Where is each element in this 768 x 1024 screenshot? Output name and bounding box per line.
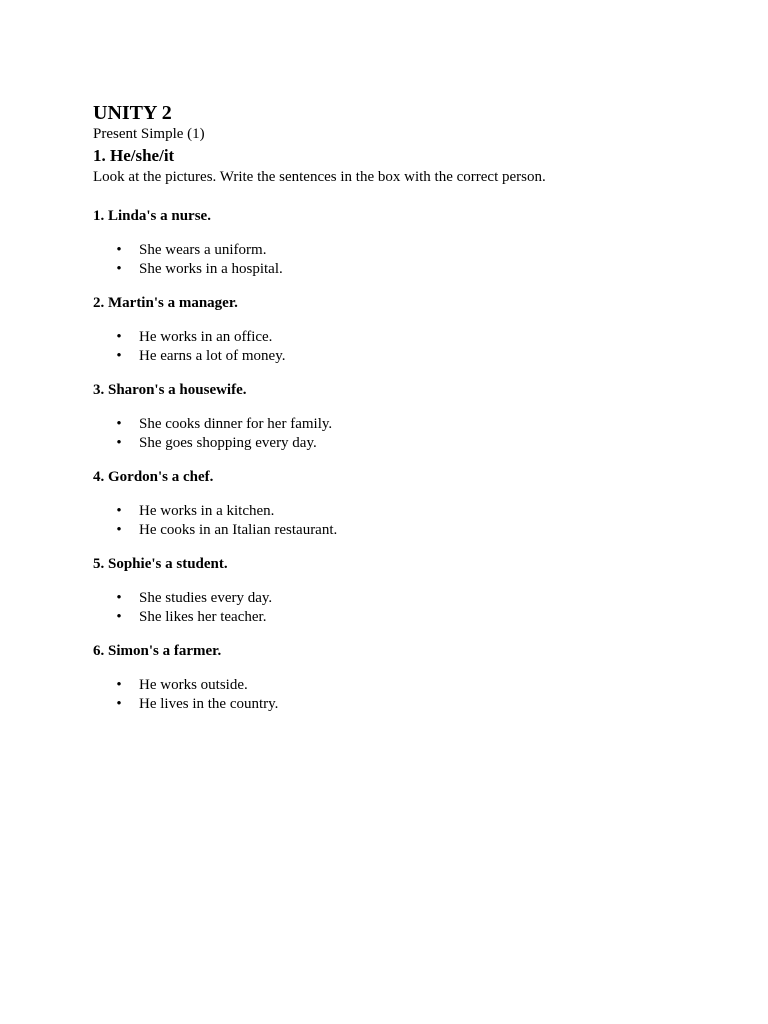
- list-item: [93, 695, 733, 714]
- list-item: [93, 589, 733, 608]
- exercise-item-simon: [93, 642, 733, 714]
- item-heading: 2. Martin's a manager.: [93, 295, 238, 311]
- list-item: [93, 241, 733, 260]
- sentence-text: She works in a hospital.: [139, 261, 283, 277]
- item-heading: 6. Simon's a farmer.: [93, 643, 222, 659]
- item-heading: 4. Gordon's a chef.: [93, 469, 214, 485]
- exercise-item-gordon: [93, 468, 733, 540]
- exercise-item-linda: [93, 207, 733, 279]
- section-heading: 1. He/she/it: [93, 146, 175, 165]
- sentence-text: He works in an office.: [139, 329, 273, 345]
- sentence-text: He works in a kitchen.: [139, 503, 275, 519]
- sentence-list: [93, 502, 733, 540]
- item-heading: 1. Linda's a nurse.: [93, 208, 211, 224]
- list-item: [93, 328, 733, 347]
- item-heading: 5. Sophie's a student.: [93, 556, 228, 572]
- exercise-item-sophie: [93, 555, 733, 627]
- sentence-list: [93, 415, 733, 453]
- list-item: [93, 608, 733, 627]
- sentence-text: She likes her teacher.: [139, 609, 267, 625]
- document-page: [93, 101, 733, 714]
- unit-title: UNITY 2: [93, 102, 172, 124]
- exercise-item-sharon: [93, 381, 733, 453]
- bullet-icon: •: [116, 261, 122, 277]
- bullet-icon: •: [116, 590, 122, 606]
- bullet-icon: •: [116, 609, 122, 625]
- list-item: [93, 260, 733, 279]
- bullet-icon: •: [116, 416, 122, 432]
- bullet-icon: •: [116, 696, 122, 712]
- list-item: [93, 415, 733, 434]
- list-item: [93, 434, 733, 453]
- bullet-icon: •: [116, 435, 122, 451]
- sentence-text: She goes shopping every day.: [139, 435, 317, 451]
- exercise-item-martin: [93, 294, 733, 366]
- bullet-icon: •: [116, 242, 122, 258]
- list-item: [93, 521, 733, 540]
- bullet-icon: •: [116, 677, 122, 693]
- sentence-text: He lives in the country.: [139, 696, 279, 712]
- list-item: [93, 347, 733, 366]
- sentence-text: She wears a uniform.: [139, 242, 267, 258]
- bullet-icon: •: [116, 522, 122, 538]
- bullet-icon: •: [116, 503, 122, 519]
- sentence-text: He earns a lot of money.: [139, 348, 286, 364]
- sentence-list: [93, 328, 733, 366]
- sentence-list: [93, 241, 733, 279]
- bullet-icon: •: [116, 329, 122, 345]
- sentence-text: She cooks dinner for her family.: [139, 416, 333, 432]
- sentence-text: He works outside.: [139, 677, 248, 693]
- lesson-subtitle: Present Simple (1): [93, 126, 205, 142]
- item-heading: 3. Sharon's a housewife.: [93, 382, 247, 398]
- sentence-text: He cooks in an Italian restaurant.: [139, 522, 338, 538]
- list-item: [93, 502, 733, 521]
- sentence-list: [93, 589, 733, 627]
- bullet-icon: •: [116, 348, 122, 364]
- exercise-items: [93, 207, 733, 714]
- sentence-list: [93, 676, 733, 714]
- list-item: [93, 676, 733, 695]
- sentence-text: She studies every day.: [139, 590, 273, 606]
- exercise-instructions: Look at the pictures. Write the sentences in the box with the correct person.: [93, 169, 546, 185]
